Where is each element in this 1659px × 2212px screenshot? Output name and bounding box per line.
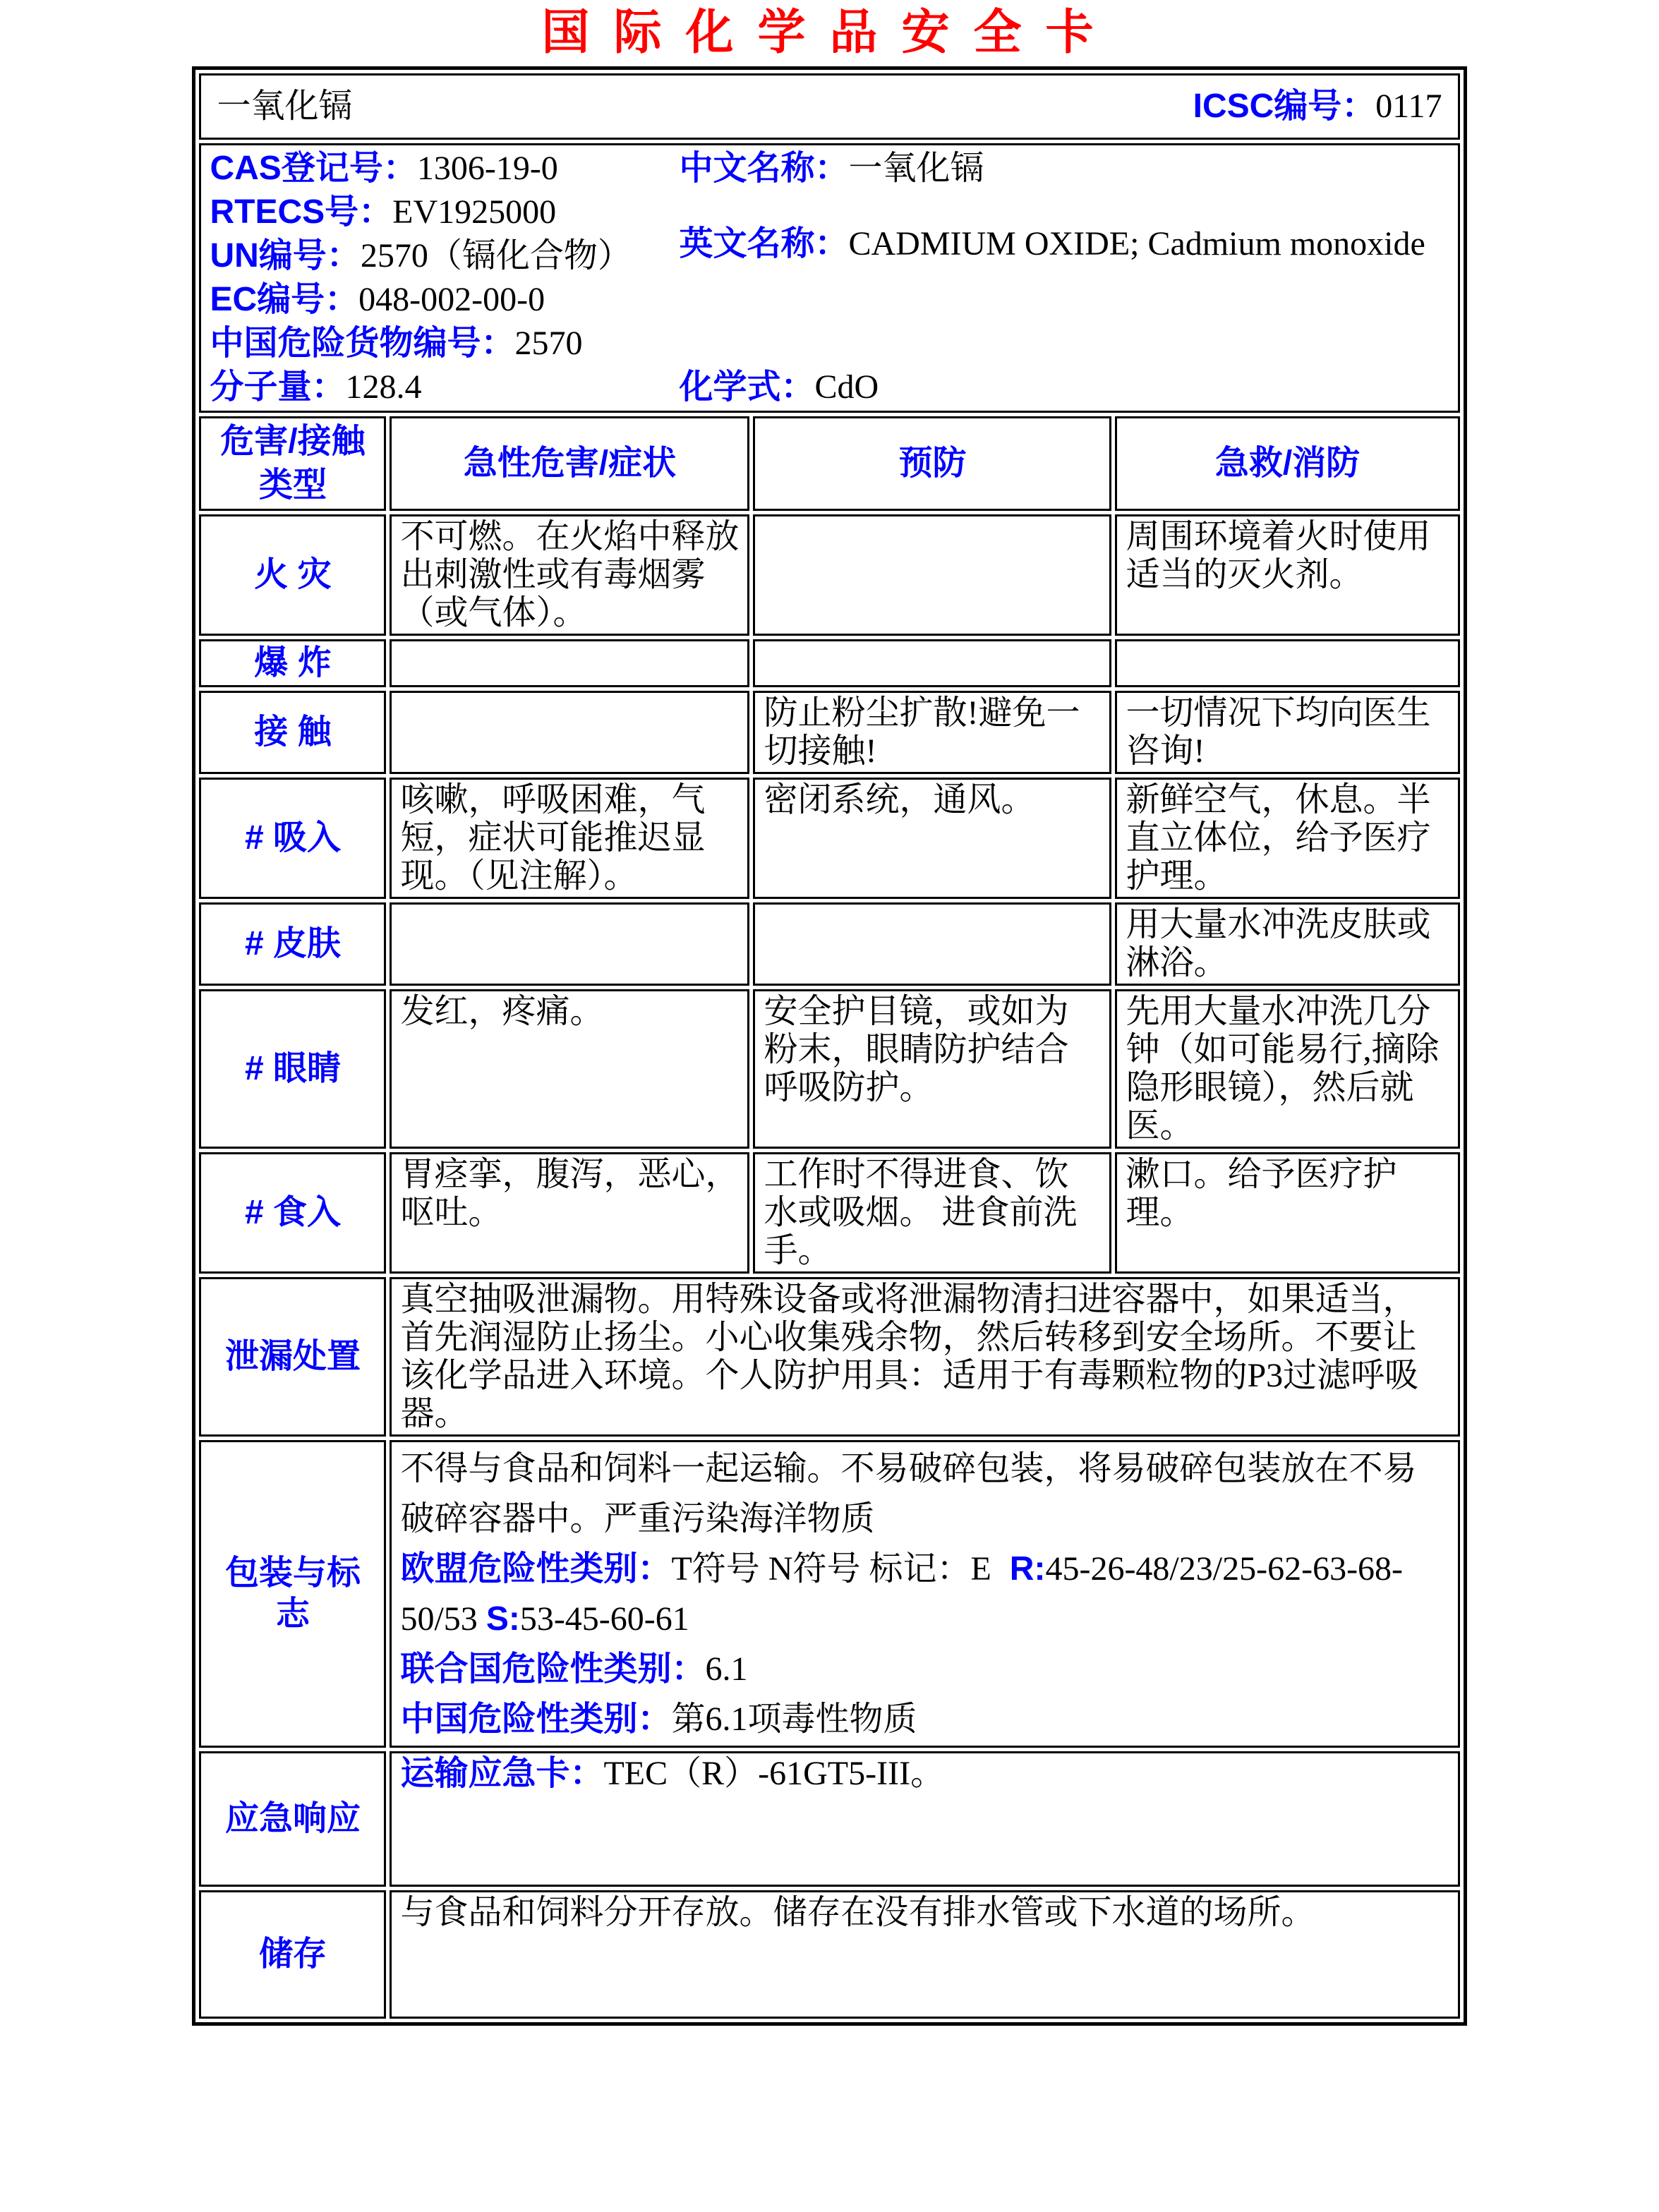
rtecs-number-line xyxy=(210,191,679,234)
explosion-prevention xyxy=(753,639,1111,687)
table-row-spillage xyxy=(199,1277,1459,1437)
chemical-name-cn: 一氧化镉 xyxy=(217,87,353,125)
transport-emergency-card-line xyxy=(400,1755,1449,1793)
s-phrases-value: 53-45-60-61 xyxy=(519,1600,689,1638)
packaging-content xyxy=(390,1440,1459,1748)
ec-value: 048-002-00-0 xyxy=(358,281,545,318)
table-row-eyes xyxy=(199,989,1459,1149)
china-dg-label: 中国危险货物编号： xyxy=(210,325,515,362)
eyes-prevention: 安全护目镜，或如为粉末，眼睛防护结合呼吸防护。 xyxy=(753,989,1111,1149)
fire-prevention xyxy=(753,514,1111,636)
row-label-explosion: 爆 炸 xyxy=(199,639,386,687)
s-phrases-label: S: xyxy=(485,1600,520,1638)
eu-class-value: T符号 N符号 标记：E xyxy=(671,1550,991,1588)
ec-number-line xyxy=(210,278,679,322)
table-row-explosion xyxy=(199,639,1459,687)
china-dg-number-line xyxy=(210,322,679,365)
header-prevention: 预防 xyxy=(753,416,1111,511)
english-name-line xyxy=(679,222,1449,266)
name-cell xyxy=(199,73,1459,140)
header-acute-symptoms: 急性危害/症状 xyxy=(390,416,749,511)
cn-class-label: 中国危险性类别： xyxy=(400,1700,672,1738)
rtecs-label: RTECS号： xyxy=(210,193,393,231)
row-label-fire: 火 灾 xyxy=(199,514,386,636)
identity-cell xyxy=(199,143,1459,413)
exposure-first-aid: 一切情况下均向医生咨询! xyxy=(1115,691,1459,774)
identity-row xyxy=(199,143,1459,413)
row-label-exposure: 接 触 xyxy=(199,691,386,774)
hazard-header-row xyxy=(199,416,1459,511)
un-class-value: 6.1 xyxy=(705,1650,748,1688)
table-row-inhalation xyxy=(199,778,1459,899)
packaging-transport-note: 不得与食品和饲料一起运输。不易破碎包装，将易破碎包装放在不易破碎容器中。严重污染海洋物质 xyxy=(400,1450,1417,1537)
cn-class-value: 第6.1项毒性物质 xyxy=(671,1700,917,1738)
identity-right-column xyxy=(679,147,1449,409)
transport-emergency-card-value: TEC（R）-61GT5-III。 xyxy=(603,1755,945,1792)
emergency-content xyxy=(390,1751,1459,1887)
china-dg-value: 2570 xyxy=(514,325,583,362)
ingestion-symptoms: 胃痉挛，腹泻，恶心，呕吐。 xyxy=(390,1152,749,1274)
inhalation-first-aid: 新鲜空气，休息。半直立体位，给予医疗护理。 xyxy=(1115,778,1459,899)
eyes-symptoms: 发红，疼痛。 xyxy=(390,989,749,1149)
table-row-skin xyxy=(199,902,1459,986)
un-class-label: 联合国危险性类别： xyxy=(400,1650,706,1688)
cas-label: CAS登记号： xyxy=(210,150,417,187)
fire-first-aid: 周围环境着火时使用适当的灭火剂。 xyxy=(1115,514,1459,636)
skin-first-aid: 用大量水冲洗皮肤或淋浴。 xyxy=(1115,902,1459,986)
chemical-formula-line xyxy=(679,365,1449,409)
cas-value: 1306-19-0 xyxy=(416,150,558,187)
exposure-symptoms xyxy=(390,691,749,774)
skin-prevention xyxy=(753,902,1111,986)
packaging-cn-class-line xyxy=(400,1694,1449,1744)
icsc-number-value: 0117 xyxy=(1375,87,1442,125)
table-row-packaging xyxy=(199,1440,1459,1748)
molecular-weight-value: 128.4 xyxy=(345,368,422,406)
table-row-fire xyxy=(199,514,1459,636)
page-title: 国际化学品安全卡 xyxy=(541,6,1118,59)
english-name-label: 英文名称： xyxy=(679,225,849,262)
ingestion-first-aid: 漱口。给予医疗护理。 xyxy=(1115,1152,1459,1274)
chemical-formula-value: CdO xyxy=(814,368,879,406)
un-value: 2570（镉化合物） xyxy=(360,237,632,274)
icsc-card-table xyxy=(192,66,1466,2026)
english-name-value: CADMIUM OXIDE; Cadmium monoxide xyxy=(848,225,1425,262)
header-hazard-type: 危害/接触类型 xyxy=(199,416,386,511)
explosion-symptoms xyxy=(390,639,749,687)
r-phrases-label: R: xyxy=(1009,1550,1046,1588)
un-number-line xyxy=(210,234,679,278)
molecular-weight-label: 分子量： xyxy=(210,368,346,406)
row-label-storage: 储存 xyxy=(199,1890,386,2019)
molecular-weight-line xyxy=(210,365,679,409)
table-row-exposure xyxy=(199,691,1459,774)
transport-emergency-card-label: 运输应急卡： xyxy=(400,1755,604,1792)
icsc-number xyxy=(1193,87,1442,126)
rtecs-value: EV1925000 xyxy=(392,193,557,231)
inhalation-prevention: 密闭系统，通风。 xyxy=(753,778,1111,899)
fire-symptoms: 不可燃。在火焰中释放出刺激性或有毒烟雾（或气体）。 xyxy=(390,514,749,636)
row-label-packaging: 包装与标志 xyxy=(199,1440,386,1748)
packaging-un-class-line xyxy=(400,1644,1449,1694)
table-row-storage xyxy=(199,1890,1459,2019)
cas-number-line xyxy=(210,147,679,191)
un-label: UN编号： xyxy=(210,237,361,274)
chinese-name-value: 一氧化镉 xyxy=(848,150,984,187)
exposure-prevention: 防止粉尘扩散!避免一切接触! xyxy=(753,691,1111,774)
chemical-formula-label: 化学式： xyxy=(679,368,815,406)
header-first-aid: 急救/消防 xyxy=(1115,416,1459,511)
row-label-inhalation: # 吸入 xyxy=(199,778,386,899)
row-label-emergency: 应急响应 xyxy=(199,1751,386,1887)
table-row-ingestion xyxy=(199,1152,1459,1274)
name-row xyxy=(199,73,1459,140)
inhalation-symptoms: 咳嗽，呼吸困难，气短，症状可能推迟显现。（见注解）。 xyxy=(390,778,749,899)
chinese-name-line xyxy=(679,147,1449,191)
icsc-number-label: ICSC编号： xyxy=(1193,87,1376,125)
explosion-first-aid xyxy=(1115,639,1459,687)
spillage-content: 真空抽吸泄漏物。用特殊设备或将泄漏物清扫进容器中，如果适当，首先润湿防止扬尘。小心收集残余物，然后转移到安全场所。不要让该化学品进入环境。个人防护用具：适用于有毒颗粒物的P3过滤呼吸器。 xyxy=(390,1277,1459,1437)
r-phrases-value: 45-26-48/23/25-62-63-68-50/53 xyxy=(400,1550,1404,1638)
ingestion-prevention: 工作时不得进食、饮水或吸烟。 进食前洗手。 xyxy=(753,1152,1111,1274)
identity-left-column xyxy=(210,147,679,409)
storage-content: 与食品和饲料分开存放。储存在没有排水管或下水道的场所。 xyxy=(390,1890,1459,2019)
row-label-skin: # 皮肤 xyxy=(199,902,386,986)
ec-label: EC编号： xyxy=(210,281,359,318)
row-label-ingestion: # 食入 xyxy=(199,1152,386,1274)
row-label-eyes: # 眼睛 xyxy=(199,989,386,1149)
chinese-name-label: 中文名称： xyxy=(679,150,849,187)
row-label-spillage: 泄漏处置 xyxy=(199,1277,386,1437)
table-row-emergency xyxy=(199,1751,1459,1887)
eyes-first-aid: 先用大量水冲洗几分钟（如可能易行,摘除隐形眼镜），然后就医。 xyxy=(1115,989,1459,1149)
eu-class-label: 欧盟危险性类别： xyxy=(400,1550,672,1588)
packaging-eu-class-line xyxy=(400,1544,1449,1644)
skin-symptoms xyxy=(390,902,749,986)
